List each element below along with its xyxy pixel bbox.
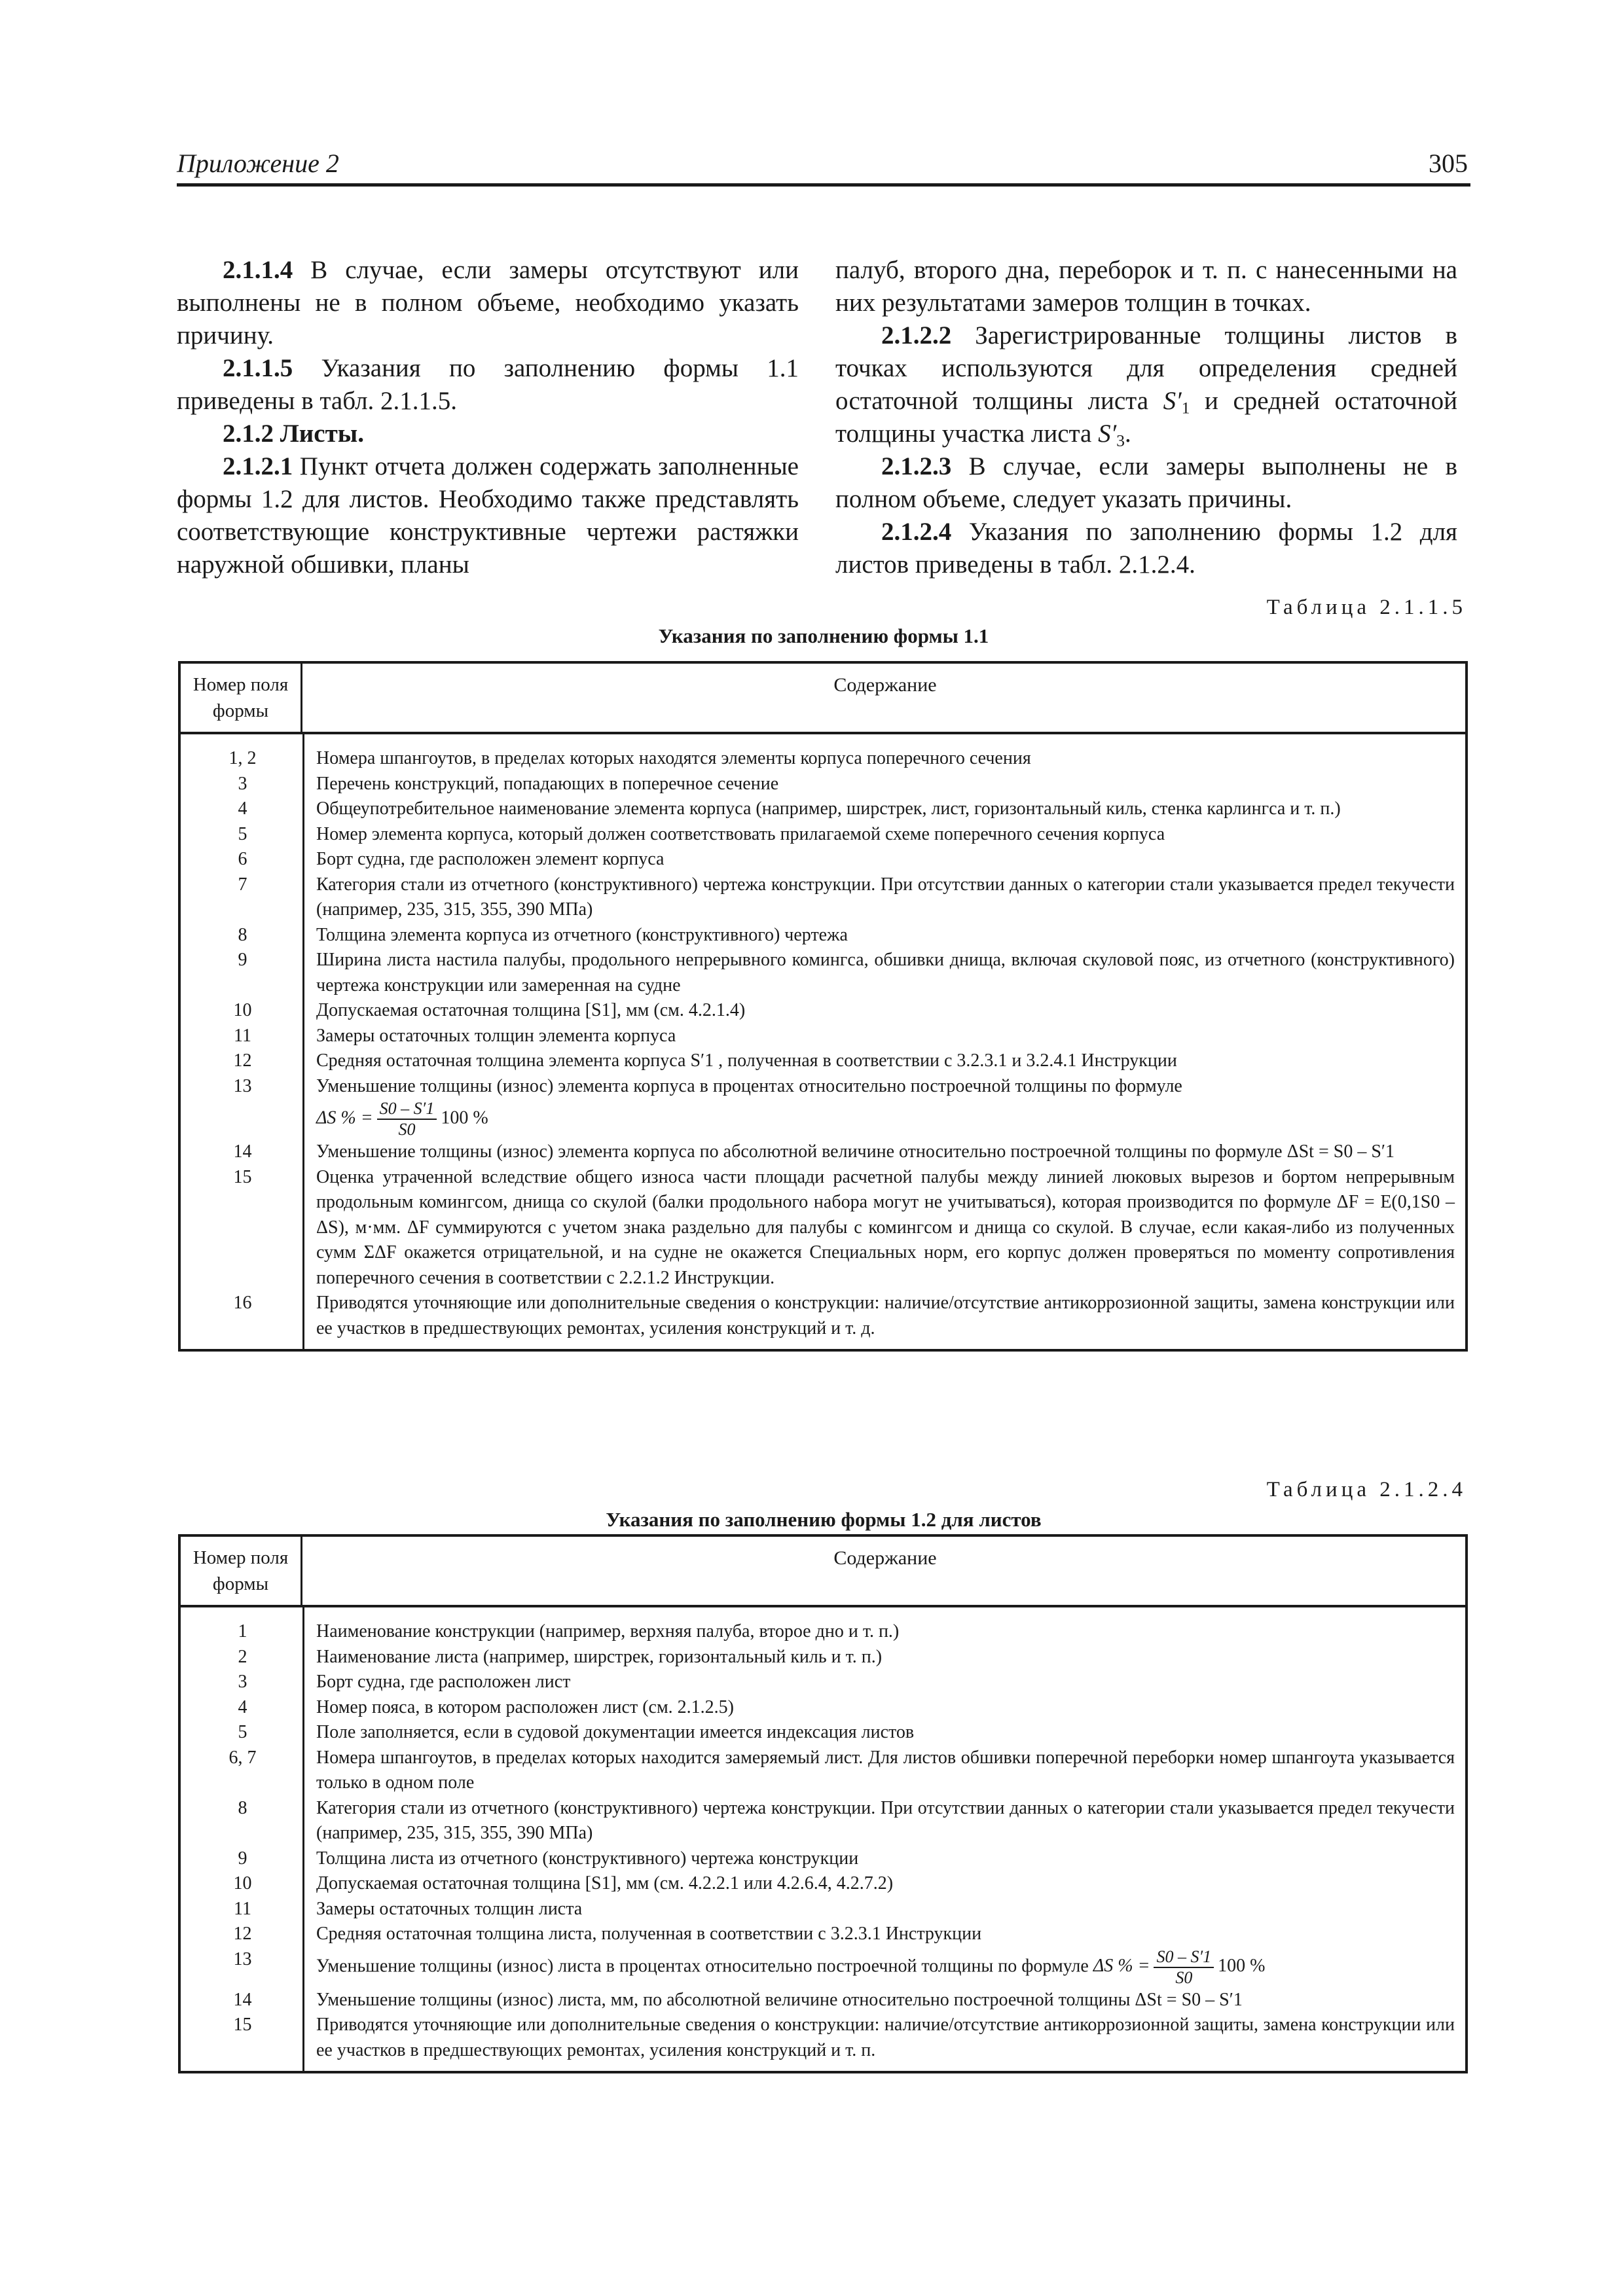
table-row <box>181 797 1465 822</box>
field-content <box>304 1645 1465 1670</box>
content-text: Поле заполняется, если в судовой документации имеется индексация листов <box>316 1722 915 1742</box>
table1-label: Таблица 2.1.1.5 <box>1266 596 1467 619</box>
field-number: 10 <box>233 1000 252 1020</box>
field-number: 10 <box>233 1873 252 1893</box>
table-row <box>181 1165 1465 1291</box>
content-text: Оценка утраченной вследствие общего износа части площади расчетной палубы между линией люковых вырезов и бортом непрерывным продольным комингсом, днища со скулой (балки продольного набора могут не учитываться), которая производится по формуле ΔF = E(0,1S0 – ΔS), м·мм. ΔF суммируются с учетом знака раздельно для палубы с комингсом и днища со скулой. В случае, если какая-либо из полученных сумм ΣΔF окажется отрицательной, и на судне не окажется Специальных норм, его корпус должен проверяться по моменту сопротивления поперечного сечения в соответствии с 2.2.1.2 Инструкции. <box>316 1166 1455 1288</box>
content-text: Ширина листа настила палубы, продольного непрерывного комингса, обшивки днища, включая скуловой пояс, из отчетного (конструктивного) чертежа конструкции или замеренная на судне <box>316 950 1455 996</box>
symbol-s3: S′ <box>1098 420 1117 448</box>
content-text: Категория стали из отчетного (конструктивного) чертежа конструкции. При отсутствии данных о категории стали указывается предел текучести (например, 235, 315, 355, 390 МПа) <box>316 874 1455 920</box>
field-number: 11 <box>234 1025 251 1046</box>
field-content <box>304 923 1465 948</box>
field-content <box>304 1139 1465 1165</box>
table-row <box>181 1922 1465 1947</box>
field-number: 2 <box>238 1646 247 1667</box>
field-number: 16 <box>233 1293 252 1313</box>
table-row <box>181 1947 1465 1988</box>
paragraph-2-1-2-4: 2.1.2.4 Указания по заполнению формы 1.2 для листов приведены в табл. 2.1.2.4. <box>835 518 1457 579</box>
field-content <box>304 872 1465 923</box>
paragraph-2-1-2-1 <box>177 450 799 581</box>
table2-title: Указания по заполнению формы 1.2 для листов <box>606 1508 1042 1531</box>
table-row <box>181 1695 1465 1721</box>
field-content <box>304 1670 1465 1695</box>
formula-rhs: 100 % <box>441 1107 488 1128</box>
field-content <box>304 847 1465 872</box>
table2-label: Таблица 2.1.2.4 <box>1266 1478 1467 1501</box>
content-text: Перечень конструкций, попадающих в поперечное сечение <box>316 773 779 794</box>
table-row <box>181 1796 1465 1846</box>
table2-body <box>181 1607 1465 2071</box>
content-text: Допускаемая остаточная толщина [S1], мм (см. 4.2.2.1 или 4.2.6.4, 4.2.7.2) <box>316 1873 894 1893</box>
field-content <box>304 746 1465 772</box>
table-row <box>181 1746 1465 1796</box>
fraction <box>1154 1947 1214 1988</box>
page-header <box>177 145 1470 187</box>
field-number: 8 <box>238 1797 247 1818</box>
field-number: 13 <box>233 1075 252 1096</box>
column-divider <box>302 734 304 1349</box>
field-number: 8 <box>238 924 247 945</box>
table-row <box>181 847 1465 872</box>
field-content <box>304 822 1465 848</box>
field-number: 14 <box>233 1141 252 1162</box>
table-row <box>181 923 1465 948</box>
table2-header <box>181 1537 1465 1607</box>
col-header-field-number: Номер поля формы <box>181 1537 302 1605</box>
clause-number: 2.1.2.1 <box>223 452 293 480</box>
table-row <box>181 1139 1465 1165</box>
table-row <box>181 1645 1465 1670</box>
table-row <box>181 1720 1465 1746</box>
field-content <box>304 1988 1465 2013</box>
paragraph-2-1-2-2: 2.1.2.2 Зарегистрированные толщины листов в точках используются для определения средней остаточной толщины листа $S'_1$ и средней остаточной толщины участка листа $S'_3$. <box>835 321 1457 450</box>
clause-number: 2.1.1.4 <box>223 256 293 284</box>
field-content <box>304 1695 1465 1721</box>
field-content <box>304 1720 1465 1746</box>
field-number: 12 <box>233 1050 252 1071</box>
table-row <box>181 1024 1465 1049</box>
field-number: 6 <box>238 849 247 869</box>
content-text: Наименование листа (например, ширстрек, горизонтальный киль и т. п.) <box>316 1646 883 1667</box>
field-content <box>304 1947 1465 1988</box>
content-text: Номер пояса, в котором расположен лист (см. 2.1.2.5) <box>316 1696 734 1717</box>
content-text: Уменьшение толщины (износ) элемента корпуса в процентах относительно построечной толщины по формуле <box>316 1075 1182 1096</box>
left-column <box>177 254 799 581</box>
clause-number: 2.1.1.5 <box>223 354 293 382</box>
col-header-content: Содержание <box>833 674 937 696</box>
field-number: 3 <box>238 1672 247 1692</box>
table-row <box>181 1049 1465 1074</box>
field-number: 1, 2 <box>228 748 257 768</box>
column-divider <box>302 1607 304 2071</box>
table1 <box>178 661 1468 1352</box>
paragraph-2-1-2-3: 2.1.2.3 В случае, если замеры выполнены не в полном объеме, следует указать причины. <box>835 452 1457 513</box>
field-content <box>304 1746 1465 1796</box>
content-text: Замеры остаточных толщин элемента корпуса <box>316 1025 676 1046</box>
table-row <box>181 1846 1465 1872</box>
content-text: Толщина листа из отчетного (конструктивного) чертежа конструкции <box>316 1848 859 1869</box>
body-text <box>177 254 1470 594</box>
fraction-denominator: S0 <box>1175 1967 1193 1987</box>
table-row <box>181 1871 1465 1897</box>
table1-body <box>181 734 1465 1349</box>
content-text: Толщина элемента корпуса из отчетного (конструктивного) чертежа <box>316 924 848 945</box>
field-number: 6, 7 <box>228 1747 257 1768</box>
formula-lhs: ΔS % = <box>316 1107 373 1128</box>
table-row <box>181 1619 1465 1645</box>
field-number: 7 <box>238 874 247 895</box>
table-row <box>181 1988 1465 2013</box>
table-row <box>181 998 1465 1024</box>
clause-number: 2.1.2.3 <box>881 452 952 480</box>
col-header-field-number: Номер поля формы <box>181 664 302 732</box>
content-text: Средняя остаточная толщина элемента корпуса S′1 , полученная в соответствии с 3.2.3.1 и 3.2.4.1 Инструкции <box>316 1050 1177 1071</box>
fraction-denominator: S0 <box>398 1120 416 1139</box>
field-content <box>304 1165 1465 1291</box>
field-number: 5 <box>238 1722 247 1742</box>
content-text: Борт судна, где расположен элемент корпуса <box>316 849 665 869</box>
clause-number: 2.1.2.4 <box>881 518 952 546</box>
field-number: 4 <box>238 1696 247 1717</box>
table-row <box>181 1074 1465 1140</box>
table-row <box>181 2013 1465 2063</box>
table-row <box>181 1897 1465 1922</box>
formula-rhs: 100 % <box>1218 1955 1266 1976</box>
field-content <box>304 1796 1465 1846</box>
table2 <box>178 1534 1468 2073</box>
table-row <box>181 772 1465 797</box>
field-content <box>304 1049 1465 1074</box>
content-text: Борт судна, где расположен лист <box>316 1672 571 1692</box>
field-number: 9 <box>238 950 247 970</box>
content-text: Категория стали из отчетного (конструктивного) чертежа конструкции. При отсутствии данных о категории стали указывается предел текучести (например, 235, 315, 355, 390 МПа) <box>316 1797 1455 1843</box>
content-text: Уменьшение толщины (износ) элемента корпуса по абсолютной величине относительно построечной толщины по формуле ΔSt = S0 – S′1 <box>316 1141 1395 1162</box>
table-row <box>181 1291 1465 1341</box>
fraction-numerator: S0 – S′1 <box>377 1099 437 1120</box>
content-text: Средняя остаточная толщина листа, полученная в соответствии с 3.2.3.1 Инструкции <box>316 1924 982 1944</box>
content-text: Уменьшение толщины (износ) листа в процентах относительно построечной толщины по формуле <box>316 1955 1089 1976</box>
formula-lhs: ΔS % = <box>1088 1955 1150 1976</box>
field-number: 9 <box>238 1848 247 1869</box>
field-content <box>304 1846 1465 1872</box>
field-content <box>304 1074 1465 1140</box>
paragraph-2-1-1-4 <box>177 254 799 352</box>
content-text: Замеры остаточных толщин листа <box>316 1898 583 1919</box>
table-row <box>181 746 1465 772</box>
content-text: Номера шпангоутов, в пределах которых находится замеряемый лист. Для листов обшивки поперечной переборки номер шпангоута указывается только в одном поле <box>316 1747 1455 1793</box>
fraction-numerator: S0 – S′1 <box>1154 1947 1214 1968</box>
table1-title: Указания по заполнению формы 1.1 <box>658 624 989 647</box>
paragraph-continuation: палуб, второго дна, переборок и т. п. с нанесенными на них результатами замеров толщин в точках. <box>835 256 1457 317</box>
content-text: Уменьшение толщины (износ) листа, мм, по абсолютной величине относительно построечной толщины ΔSt = S0 – S′1 <box>316 1989 1243 2010</box>
field-content <box>304 797 1465 822</box>
field-number: 15 <box>233 1166 252 1187</box>
table-row <box>181 822 1465 848</box>
field-content <box>304 1024 1465 1049</box>
field-content <box>304 998 1465 1024</box>
formula <box>1088 1946 1266 1987</box>
paragraph-2-1-1-5 <box>177 352 799 418</box>
field-content <box>304 1922 1465 1947</box>
clause-text: В случае, если замеры отсутствуют или выполнены не в полном объеме, необходимо указать причину. <box>177 256 799 350</box>
field-content <box>304 1871 1465 1897</box>
content-text: Допускаемая остаточная толщина [S1], мм (см. 4.2.1.4) <box>316 1000 746 1020</box>
clause-number: 2.1.2.2 <box>881 321 952 350</box>
fraction <box>377 1099 437 1139</box>
col-header-content: Содержание <box>833 1547 937 1569</box>
field-content <box>304 1897 1465 1922</box>
field-number: 3 <box>238 773 247 794</box>
clause-text: Указания по заполнению формы 1.1 приведены в табл. 2.1.1.5. <box>177 354 799 415</box>
section-heading-2-1-2: 2.1.2 Листы. <box>223 420 364 448</box>
content-text: Приводятся уточняющие или дополнительные сведения о конструкции: наличие/отсутствие антикоррозионной защиты, замена конструкции или ее участков в предшествующих ремонтах, усиления конструкций и т. п. <box>316 2015 1455 2060</box>
appendix-title: Приложение 2 <box>177 149 339 178</box>
right-column <box>835 254 1457 581</box>
clause-text: Пункт отчета должен содержать заполненные формы 1.2 для листов. Необходимо также представлять соответствующие конструктивные чертежи растяжки наружной обшивки, планы <box>177 452 799 579</box>
table-row <box>181 948 1465 998</box>
table-row <box>181 872 1465 923</box>
field-content <box>304 948 1465 998</box>
field-content <box>304 772 1465 797</box>
symbol-s1: S′ <box>1163 387 1182 415</box>
content-text: Общеупотребительное наименование элемента корпуса (например, ширстрек, лист, горизонтальный киль, стенка карлингса и т. п.) <box>316 798 1341 819</box>
field-number: 11 <box>234 1898 251 1919</box>
table-row <box>181 1670 1465 1695</box>
field-number: 5 <box>238 823 247 844</box>
field-number: 14 <box>233 1989 252 2010</box>
field-number: 4 <box>238 798 247 819</box>
formula <box>316 1099 1455 1139</box>
field-number: 15 <box>233 2015 252 2035</box>
content-text: Номер элемента корпуса, который должен соответствовать прилагаемой схеме поперечного сечения корпуса <box>316 823 1165 844</box>
table1-header <box>181 664 1465 734</box>
field-content <box>304 1619 1465 1645</box>
content-text: Наименование конструкции (например, верхняя палуба, второе дно и т. п.) <box>316 1621 900 1641</box>
field-content <box>304 1291 1465 1341</box>
field-number: 13 <box>233 1948 252 1969</box>
content-text: Номера шпангоутов, в пределах которых находятся элементы корпуса поперечного сечения <box>316 748 1031 768</box>
content-text: Приводятся уточняющие или дополнительные сведения о конструкции: наличие/отсутствие антикоррозионной защиты, замена конструкции или ее участков в предшествующих ремонтах, усиления конструкций и т. д. <box>316 1293 1455 1338</box>
field-number: 12 <box>233 1924 252 1944</box>
field-number: 1 <box>238 1621 247 1641</box>
field-content <box>304 2013 1465 2063</box>
page-number: 305 <box>1429 149 1468 178</box>
